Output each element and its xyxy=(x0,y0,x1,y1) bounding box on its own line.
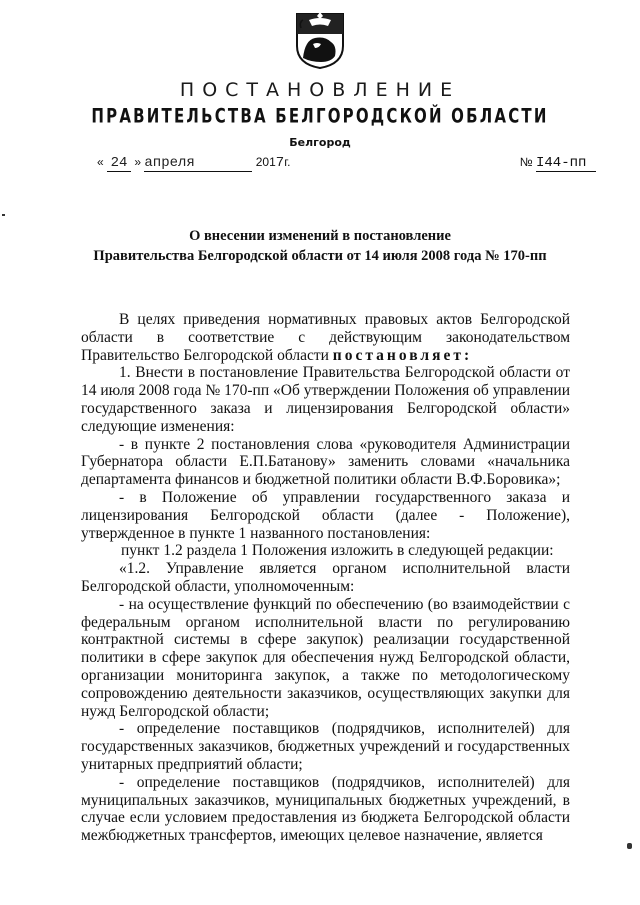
margin-mark xyxy=(627,843,632,849)
paragraph: «1.2. Управление является органом исполнительной власти Белгородской области, уполномоченным: xyxy=(81,560,570,595)
document-date xyxy=(97,155,290,172)
coat-of-arms-emblem xyxy=(291,10,349,70)
paragraph: - на осуществление функций по обеспечению (во взаимодействии с федеральным органом исполнительной власти по регулированию контрактной системы в сфере закупок) реализации государственной политики в сфере закупок для обеспечения нужд Белгородской области, организации мониторинга закупок, а также по методологическому сопровождению деятельности заказчиков, осуществляющих закупки для нужд Белгородской области; xyxy=(81,595,570,720)
document-heading xyxy=(60,226,580,266)
date-month: апреля xyxy=(144,155,252,172)
heading-line-2: Правительства Белгородской области от 14 июля 2008 года № 170-пп xyxy=(93,248,547,264)
paragraph: - определение поставщиков (подрядчиков, исполнителей) для муниципальных заказчиков, муниципальных бюджетных учреждений, в случае если условием предоставления из бюджета Белгородской области межбюджетных трансфертов, имеющих целевое назначение, является xyxy=(81,773,570,845)
number-label: № xyxy=(519,155,533,169)
paragraph: пункт 1.2 раздела 1 Положения изложить в следующей редакции: xyxy=(121,542,554,560)
number-value: I44-пп xyxy=(536,155,596,172)
paragraph: - в Положение об управлении государственного заказа и лицензирования Белгородской области (далее - Положение), утвержденное в пункте 1 названного постановления: xyxy=(81,488,570,542)
date-year-digit: 7 xyxy=(275,155,285,171)
date-close-quote: » xyxy=(134,155,142,169)
paragraph: - определение поставщиков (подрядчиков, исполнителей) для государственных заказчиков, бюджетных учреждений и государственных унитарных предприятий области; xyxy=(81,720,570,773)
paragraph: 1. Внести в постановление Правительства Белгородской области от 14 июля 2008 года № 170-пп «Об утверждении Положения об управлении государственного заказа и лицензирования Белгородской области» следующие изменения: xyxy=(81,364,570,435)
date-year-prefix: 201 xyxy=(255,155,276,169)
date-day: 24 xyxy=(107,155,131,172)
city-name: Белгород xyxy=(289,136,351,149)
document-type-title: ПОСТАНОВЛЕНИЕ xyxy=(179,79,461,101)
heading-line-1: О внесении изменений в постановление xyxy=(189,228,451,244)
document-number xyxy=(520,155,596,172)
paragraph-text: В целях приведения нормативных правовых актов Белгородской области в соответствие с действующим законодательством Правительство Белгородской области xyxy=(81,311,570,364)
paragraph xyxy=(81,311,570,364)
margin-mark xyxy=(2,214,5,216)
document-body xyxy=(81,311,570,845)
issuing-authority: ПРАВИТЕЛЬСТВА БЕЛГОРОДСКОЙ ОБЛАСТИ xyxy=(91,104,549,128)
resolves-word: постановляет: xyxy=(332,346,473,364)
date-year-suffix: г. xyxy=(284,155,291,169)
date-open-quote: « xyxy=(97,155,104,169)
paragraph: - в пункте 2 постановления слова «руководителя Администрации Губернатора области Е.П.Батанову» заменить словами «начальника департамента финансов и бюджетной политики области В.Ф.Боровика»; xyxy=(81,435,570,489)
